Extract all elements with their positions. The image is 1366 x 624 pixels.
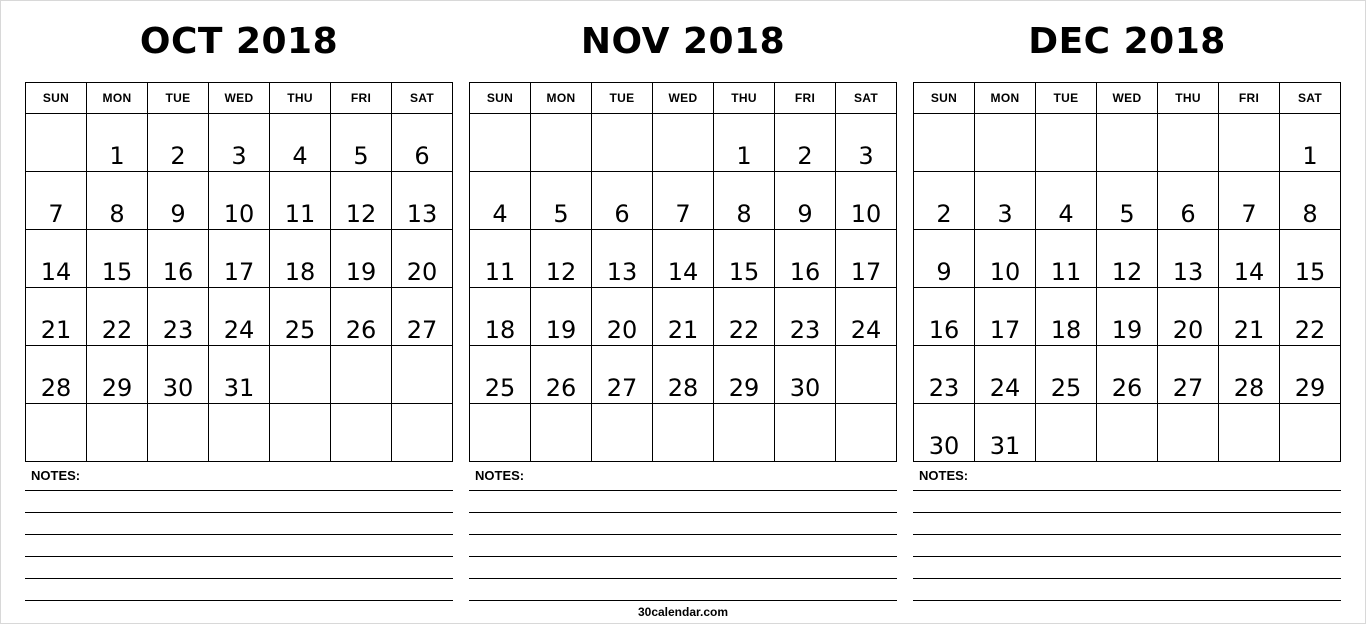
notes-line xyxy=(913,512,1341,513)
day-cell xyxy=(148,288,209,346)
day-number: 3 xyxy=(231,142,247,170)
day-number: 4 xyxy=(1058,200,1074,228)
day-number: 8 xyxy=(1302,200,1318,228)
day-cell xyxy=(26,114,87,172)
weekday-header: SUN xyxy=(26,83,87,114)
day-cell xyxy=(148,346,209,404)
day-cell xyxy=(209,114,270,172)
day-cell xyxy=(87,230,148,288)
day-cell xyxy=(1097,288,1158,346)
day-number: 31 xyxy=(989,432,1021,460)
day-cell xyxy=(1158,288,1219,346)
day-cell xyxy=(26,230,87,288)
month-grid xyxy=(469,82,897,462)
day-cell xyxy=(592,288,653,346)
day-number: 8 xyxy=(736,200,752,228)
day-cell xyxy=(914,230,975,288)
day-cell xyxy=(331,114,392,172)
day-cell xyxy=(1036,172,1097,230)
day-number: 29 xyxy=(101,374,133,402)
day-cell xyxy=(270,114,331,172)
day-cell xyxy=(775,404,836,462)
day-cell xyxy=(1280,230,1341,288)
day-number: 4 xyxy=(292,142,308,170)
day-number: 3 xyxy=(997,200,1013,228)
day-number: 19 xyxy=(345,258,377,286)
day-cell xyxy=(1219,114,1280,172)
notes-line xyxy=(469,534,897,535)
day-number: 4 xyxy=(492,200,508,228)
day-number: 17 xyxy=(989,316,1021,344)
day-cell xyxy=(653,404,714,462)
week-row xyxy=(914,346,1341,404)
weekday-header: WED xyxy=(209,83,270,114)
weekday-header: SAT xyxy=(1280,83,1341,114)
weekday-header: THU xyxy=(714,83,775,114)
day-number: 12 xyxy=(1111,258,1143,286)
day-cell xyxy=(914,172,975,230)
day-number: 19 xyxy=(1111,316,1143,344)
day-cell xyxy=(209,288,270,346)
day-number: 28 xyxy=(40,374,72,402)
day-cell xyxy=(87,404,148,462)
day-number: 30 xyxy=(789,374,821,402)
week-row xyxy=(470,404,897,462)
day-number: 16 xyxy=(162,258,194,286)
day-cell xyxy=(470,346,531,404)
day-cell xyxy=(270,346,331,404)
day-number: 14 xyxy=(1233,258,1265,286)
day-cell xyxy=(531,404,592,462)
day-number: 25 xyxy=(1050,374,1082,402)
day-cell xyxy=(270,288,331,346)
day-cell xyxy=(836,230,897,288)
day-cell xyxy=(209,346,270,404)
weekday-header: THU xyxy=(1158,83,1219,114)
notes-line xyxy=(469,556,897,557)
day-cell xyxy=(714,230,775,288)
day-number: 29 xyxy=(728,374,760,402)
day-number: 11 xyxy=(1050,258,1082,286)
day-cell xyxy=(531,230,592,288)
day-cell xyxy=(592,230,653,288)
day-cell xyxy=(1097,172,1158,230)
notes-line xyxy=(25,490,453,491)
day-cell xyxy=(653,114,714,172)
day-cell xyxy=(209,404,270,462)
day-cell xyxy=(836,114,897,172)
notes-line xyxy=(469,600,897,601)
day-cell xyxy=(836,172,897,230)
day-number: 10 xyxy=(989,258,1021,286)
day-cell xyxy=(148,404,209,462)
day-number: 16 xyxy=(928,316,960,344)
day-number: 20 xyxy=(1172,316,1204,344)
day-cell xyxy=(914,288,975,346)
day-cell xyxy=(1097,404,1158,462)
day-number: 30 xyxy=(928,432,960,460)
day-cell xyxy=(914,346,975,404)
month-title: DEC 2018 xyxy=(1028,21,1226,62)
day-number: 15 xyxy=(1294,258,1326,286)
day-cell xyxy=(1280,288,1341,346)
week-row xyxy=(470,172,897,230)
notes-line xyxy=(469,490,897,491)
notes-line xyxy=(25,600,453,601)
day-number: 22 xyxy=(1294,316,1326,344)
week-row xyxy=(914,172,1341,230)
day-cell xyxy=(331,288,392,346)
day-number: 14 xyxy=(40,258,72,286)
weekday-header: SUN xyxy=(914,83,975,114)
day-cell xyxy=(26,346,87,404)
day-cell xyxy=(714,172,775,230)
day-number: 6 xyxy=(1180,200,1196,228)
day-cell xyxy=(531,172,592,230)
day-number: 27 xyxy=(606,374,638,402)
day-number: 9 xyxy=(936,258,952,286)
month-title: NOV 2018 xyxy=(580,21,786,62)
week-row xyxy=(470,346,897,404)
day-cell xyxy=(331,230,392,288)
day-cell xyxy=(1280,346,1341,404)
day-number: 23 xyxy=(789,316,821,344)
weekday-header: WED xyxy=(653,83,714,114)
notes-line xyxy=(913,534,1341,535)
day-number: 22 xyxy=(728,316,760,344)
day-cell xyxy=(531,114,592,172)
day-number: 30 xyxy=(162,374,194,402)
notes-line xyxy=(913,578,1341,579)
day-cell xyxy=(1097,114,1158,172)
day-cell xyxy=(392,288,453,346)
day-number: 18 xyxy=(284,258,316,286)
day-cell xyxy=(87,346,148,404)
day-number: 26 xyxy=(1111,374,1143,402)
day-cell xyxy=(331,404,392,462)
week-row xyxy=(470,114,897,172)
day-number: 7 xyxy=(1241,200,1257,228)
day-number: 29 xyxy=(1294,374,1326,402)
day-number: 24 xyxy=(850,316,882,344)
day-cell xyxy=(470,288,531,346)
weekday-header: TUE xyxy=(1036,83,1097,114)
day-cell xyxy=(148,230,209,288)
day-cell xyxy=(392,346,453,404)
day-cell xyxy=(914,404,975,462)
day-number: 2 xyxy=(170,142,186,170)
day-number: 16 xyxy=(789,258,821,286)
day-cell xyxy=(1280,114,1341,172)
notes-line xyxy=(913,600,1341,601)
weekday-header-row xyxy=(470,83,897,114)
weekday-header: FRI xyxy=(775,83,836,114)
day-cell xyxy=(1158,346,1219,404)
day-cell xyxy=(331,172,392,230)
week-row xyxy=(26,114,453,172)
day-number: 17 xyxy=(850,258,882,286)
day-cell xyxy=(26,172,87,230)
day-cell xyxy=(775,172,836,230)
day-number: 15 xyxy=(101,258,133,286)
week-row xyxy=(26,288,453,346)
day-cell xyxy=(392,172,453,230)
notes-line xyxy=(469,578,897,579)
day-cell xyxy=(653,172,714,230)
day-number: 22 xyxy=(101,316,133,344)
day-cell xyxy=(148,114,209,172)
day-number: 20 xyxy=(406,258,438,286)
day-number: 5 xyxy=(553,200,569,228)
day-cell xyxy=(148,172,209,230)
day-cell xyxy=(270,404,331,462)
weekday-header-row xyxy=(26,83,453,114)
day-number: 6 xyxy=(414,142,430,170)
day-cell xyxy=(87,114,148,172)
day-number: 28 xyxy=(667,374,699,402)
day-cell xyxy=(1097,230,1158,288)
weekday-header: TUE xyxy=(148,83,209,114)
day-number: 14 xyxy=(667,258,699,286)
day-cell xyxy=(1036,230,1097,288)
day-cell xyxy=(975,404,1036,462)
day-cell xyxy=(975,172,1036,230)
day-number: 21 xyxy=(1233,316,1265,344)
day-number: 27 xyxy=(406,316,438,344)
day-cell xyxy=(331,346,392,404)
week-row xyxy=(26,404,453,462)
weekday-header-row xyxy=(914,83,1341,114)
weekday-header: TUE xyxy=(592,83,653,114)
day-cell xyxy=(1219,346,1280,404)
day-number: 11 xyxy=(284,200,316,228)
footer-site-name: 30calendar.com xyxy=(637,605,729,619)
day-cell xyxy=(531,288,592,346)
day-cell xyxy=(1036,114,1097,172)
day-number: 26 xyxy=(345,316,377,344)
weekday-header: FRI xyxy=(331,83,392,114)
weekday-header: SUN xyxy=(470,83,531,114)
day-number: 5 xyxy=(1119,200,1135,228)
day-cell xyxy=(1219,172,1280,230)
day-cell xyxy=(775,288,836,346)
month-title: OCT 2018 xyxy=(139,21,339,62)
day-cell xyxy=(470,114,531,172)
week-row xyxy=(914,230,1341,288)
day-number: 12 xyxy=(345,200,377,228)
day-cell xyxy=(975,346,1036,404)
weekday-header: FRI xyxy=(1219,83,1280,114)
day-number: 2 xyxy=(797,142,813,170)
notes-label: NOTES: xyxy=(475,468,525,483)
day-cell xyxy=(1097,346,1158,404)
day-cell xyxy=(470,230,531,288)
week-row xyxy=(470,230,897,288)
day-number: 21 xyxy=(40,316,72,344)
day-number: 18 xyxy=(484,316,516,344)
day-cell xyxy=(592,172,653,230)
weekday-header: THU xyxy=(270,83,331,114)
day-cell xyxy=(26,404,87,462)
week-row xyxy=(914,404,1341,462)
day-cell xyxy=(653,346,714,404)
day-cell xyxy=(270,230,331,288)
day-number: 19 xyxy=(545,316,577,344)
day-cell xyxy=(1219,288,1280,346)
notes-line xyxy=(25,512,453,513)
day-number: 9 xyxy=(170,200,186,228)
month-grid xyxy=(25,82,453,462)
day-cell xyxy=(714,346,775,404)
weekday-header: SAT xyxy=(392,83,453,114)
day-number: 1 xyxy=(736,142,752,170)
day-number: 23 xyxy=(162,316,194,344)
day-cell xyxy=(87,172,148,230)
day-number: 25 xyxy=(284,316,316,344)
day-cell xyxy=(914,114,975,172)
notes-line xyxy=(913,556,1341,557)
day-cell xyxy=(714,404,775,462)
day-cell xyxy=(1219,404,1280,462)
notes-line xyxy=(25,578,453,579)
day-cell xyxy=(1036,288,1097,346)
day-cell xyxy=(775,114,836,172)
day-cell xyxy=(531,346,592,404)
day-number: 31 xyxy=(223,374,255,402)
notes-label: NOTES: xyxy=(31,468,81,483)
day-cell xyxy=(270,172,331,230)
day-number: 8 xyxy=(109,200,125,228)
day-number: 13 xyxy=(606,258,638,286)
day-cell xyxy=(714,288,775,346)
day-number: 28 xyxy=(1233,374,1265,402)
notes-label: NOTES: xyxy=(919,468,969,483)
day-cell xyxy=(470,404,531,462)
day-number: 2 xyxy=(936,200,952,228)
day-cell xyxy=(653,230,714,288)
weekday-header: MON xyxy=(531,83,592,114)
day-cell xyxy=(836,404,897,462)
day-cell xyxy=(592,404,653,462)
day-number: 12 xyxy=(545,258,577,286)
day-number: 9 xyxy=(797,200,813,228)
day-cell xyxy=(209,230,270,288)
week-row xyxy=(914,288,1341,346)
weekday-header: MON xyxy=(87,83,148,114)
day-cell xyxy=(26,288,87,346)
day-number: 18 xyxy=(1050,316,1082,344)
day-number: 17 xyxy=(223,258,255,286)
day-cell xyxy=(836,346,897,404)
day-number: 26 xyxy=(545,374,577,402)
notes-line xyxy=(25,534,453,535)
week-row xyxy=(26,230,453,288)
day-cell xyxy=(714,114,775,172)
day-cell xyxy=(1158,172,1219,230)
day-number: 23 xyxy=(928,374,960,402)
day-cell xyxy=(209,172,270,230)
day-number: 27 xyxy=(1172,374,1204,402)
day-number: 13 xyxy=(1172,258,1204,286)
day-cell xyxy=(1280,404,1341,462)
day-cell xyxy=(775,346,836,404)
day-number: 25 xyxy=(484,374,516,402)
weekday-header: SAT xyxy=(836,83,897,114)
day-cell xyxy=(1158,230,1219,288)
notes-line xyxy=(469,512,897,513)
day-number: 15 xyxy=(728,258,760,286)
day-cell xyxy=(592,346,653,404)
day-number: 1 xyxy=(1302,142,1318,170)
day-number: 3 xyxy=(858,142,874,170)
weekday-header: MON xyxy=(975,83,1036,114)
day-cell xyxy=(653,288,714,346)
day-number: 1 xyxy=(109,142,125,170)
day-cell xyxy=(1219,230,1280,288)
day-number: 13 xyxy=(406,200,438,228)
day-cell xyxy=(1158,404,1219,462)
day-number: 11 xyxy=(484,258,516,286)
day-number: 10 xyxy=(223,200,255,228)
day-cell xyxy=(87,288,148,346)
day-cell xyxy=(1036,346,1097,404)
day-cell xyxy=(1280,172,1341,230)
day-number: 10 xyxy=(850,200,882,228)
day-number: 6 xyxy=(614,200,630,228)
day-cell xyxy=(975,230,1036,288)
day-cell xyxy=(1036,404,1097,462)
week-row xyxy=(914,114,1341,172)
day-cell xyxy=(392,404,453,462)
day-cell xyxy=(392,230,453,288)
day-number: 21 xyxy=(667,316,699,344)
day-cell xyxy=(592,114,653,172)
week-row xyxy=(26,346,453,404)
day-cell xyxy=(975,114,1036,172)
weekday-header: WED xyxy=(1097,83,1158,114)
day-number: 24 xyxy=(989,374,1021,402)
week-row xyxy=(26,172,453,230)
day-number: 7 xyxy=(48,200,64,228)
day-number: 7 xyxy=(675,200,691,228)
day-cell xyxy=(1158,114,1219,172)
month-grid xyxy=(913,82,1341,462)
day-cell xyxy=(775,230,836,288)
notes-line xyxy=(913,490,1341,491)
day-cell xyxy=(836,288,897,346)
day-number: 5 xyxy=(353,142,369,170)
week-row xyxy=(470,288,897,346)
day-cell xyxy=(392,114,453,172)
day-cell xyxy=(470,172,531,230)
notes-line xyxy=(25,556,453,557)
day-number: 24 xyxy=(223,316,255,344)
day-number: 20 xyxy=(606,316,638,344)
day-cell xyxy=(975,288,1036,346)
